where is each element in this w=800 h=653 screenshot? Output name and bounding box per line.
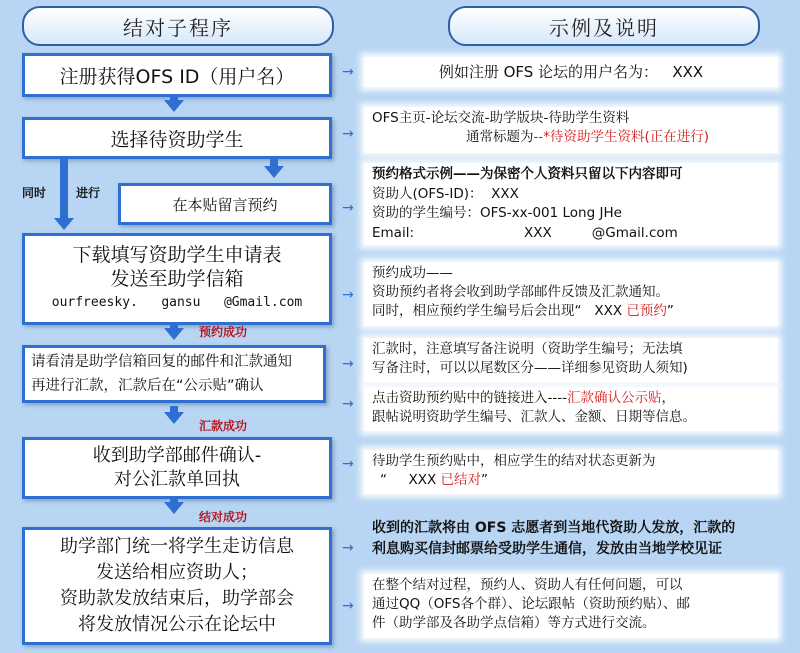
note9-line1: 在整个结对过程，预约人、资助人有任何问题，可以 — [372, 577, 683, 593]
note3-email-value: XXX — [524, 224, 552, 241]
note1-text: 例如注册 OFS 论坛的用户名为： — [438, 63, 659, 81]
note7-status: 已结对 — [440, 472, 482, 488]
step-download-form — [22, 233, 332, 325]
step-book-comment-text: 在本贴留言预约 — [172, 195, 278, 214]
note5-line1: 汇款时，注意填写备注说明（资助学生编号；无法填 — [372, 341, 683, 357]
step-visit-info — [22, 527, 332, 645]
connector-5: → — [342, 356, 354, 372]
branch-arrow-left — [54, 218, 74, 230]
step5-line2: 再进行汇款，汇款后在“公示贴”确认 — [31, 378, 264, 394]
left-header: 结对子程序 — [22, 6, 334, 46]
note6-line1 — [372, 389, 770, 408]
note8-line1: 收到的汇款将由 OFS 志愿者到当地代资助人发放，汇款的 — [372, 520, 736, 536]
note3-sponsor-value: XXX — [491, 185, 519, 202]
step7-line2: 发送给相应资助人； — [96, 562, 258, 583]
step-select-student — [22, 117, 332, 159]
label-booking-success: 预约成功 — [199, 325, 248, 339]
label-remit-success: 汇款成功 — [199, 419, 248, 433]
step-confirm-receipt — [22, 437, 332, 499]
connector-4: → — [342, 287, 354, 303]
step6-line2: 对公汇款单回执 — [114, 469, 240, 490]
note7-open-quote: “ — [380, 472, 387, 488]
note2-line1: OFS主页-论坛交流-助学版块-待助学生资料 — [372, 110, 630, 126]
note-remit-remark — [364, 338, 778, 382]
email-part-3: @Gmail.com — [223, 295, 303, 310]
note3-email-label: Email: — [372, 224, 415, 241]
note3-student-id: 资助的学生编号：OFS-xx-001 Long JHe — [372, 205, 622, 221]
step7-line4: 将发放情况公示在论坛中 — [78, 614, 276, 635]
note9-line2: 通过QQ（OFS各个群）、论坛跟帖（资助预约贴）、邮 — [372, 596, 690, 612]
note4-status: 已预约 — [626, 303, 667, 319]
label-proceed: 进行 — [76, 186, 101, 200]
step4-line1: 下载填写资助学生申请表 — [72, 244, 282, 266]
note4-quote: ” — [666, 303, 674, 319]
note2-title-example: --*待资助学生资料(正在进行) — [533, 129, 710, 145]
note4-line3 — [372, 302, 770, 321]
flow-arrow-4 — [164, 502, 184, 514]
step7-line3: 资助款发放结束后，助学部会 — [60, 588, 294, 609]
step7-line1: 助学部门统一将学生走访信息 — [60, 536, 294, 557]
note1-value: XXX — [672, 63, 704, 81]
connector-3: → — [342, 200, 354, 216]
note4-prefix: 同时，相应预约学生编号后会出现“ — [372, 303, 582, 319]
branch-arrow-right — [264, 166, 284, 178]
note3-email-domain: @Gmail.com — [591, 224, 678, 241]
step4-email — [52, 291, 302, 315]
note-student-list-path — [364, 107, 778, 153]
email-part-1: ourfreesky. — [51, 295, 138, 310]
note6-comma: ， — [661, 390, 675, 406]
note7-id: XXX — [408, 472, 437, 488]
flow-arrow-1 — [164, 100, 184, 112]
note-pair-status — [364, 450, 778, 494]
connector-1: → — [342, 64, 354, 80]
step-register-text: 注册获得OFS ID（用户名） — [59, 65, 295, 88]
label-simultaneous: 同时 — [22, 186, 47, 200]
note7-line2 — [372, 471, 770, 490]
step4-line2: 发送至助学信箱 — [110, 268, 244, 290]
note3-sponsor-label: 资助人(OFS-ID)： — [372, 185, 483, 202]
connector-7: → — [342, 456, 354, 472]
step-register — [22, 53, 332, 97]
note6-prefix: 点击资助预约贴中的链接进入---- — [372, 390, 567, 406]
step-select-student-text: 选择待资助学生 — [110, 128, 244, 151]
note8-line2: 利息购买信封邮票给受助学生通信，发放由当地学校见证 — [372, 541, 722, 557]
branch-stem-right — [270, 156, 278, 166]
note-remit-confirm — [364, 387, 778, 431]
note6-link[interactable]: 汇款确认公示贴 — [567, 390, 662, 406]
note4-line2: 资助预约者将会收到助学部邮件反馈及汇款通知。 — [372, 284, 669, 300]
branch-stem-left — [60, 156, 68, 218]
connector-6: → — [342, 396, 354, 412]
note-register-example — [364, 57, 778, 87]
note-booking-success — [364, 262, 778, 326]
note7-close-quote: ” — [481, 472, 489, 488]
label-pair-success: 结对成功 — [199, 510, 248, 524]
note2-line2 — [372, 128, 770, 147]
step6-line1: 收到助学部邮件确认- — [92, 445, 262, 466]
note9-line3: 件（助学部及各助学点信箱）等方式进行交流。 — [372, 615, 656, 631]
email-part-2: gansu — [161, 295, 201, 310]
note7-line1: 待助学生预约贴中，相应学生的结对状态更新为 — [372, 453, 656, 469]
step5-line1: 请看清是助学信箱回复的邮件和汇款通知 — [31, 354, 292, 370]
step-remit — [22, 345, 326, 403]
note4-line1: 预约成功—— — [372, 265, 453, 281]
note2-title-prefix: 通常标题为 — [466, 129, 534, 145]
note3-title: 预约格式示例——为保密个人资料只留以下内容即可 — [372, 166, 683, 182]
step-book-comment — [118, 183, 332, 225]
note3-email — [372, 224, 770, 244]
note-booking-format — [364, 163, 778, 245]
flow-arrow-2 — [164, 328, 184, 340]
connector-8: → — [342, 540, 354, 556]
note3-sponsor — [372, 185, 770, 205]
note-fund-distribution — [364, 516, 788, 564]
right-header: 示例及说明 — [448, 6, 760, 46]
connector-2: → — [342, 126, 354, 142]
note-contact-methods — [364, 574, 778, 638]
connector-9: → — [342, 598, 354, 614]
note4-id: XXX — [594, 303, 623, 319]
flow-arrow-3 — [164, 412, 184, 424]
note6-line2: 跟帖说明资助学生编号、汇款人、金额、日期等信息。 — [372, 409, 696, 425]
note5-line2: 写备注时，可以以尾数区分——详细参见资助人须知) — [372, 360, 688, 376]
